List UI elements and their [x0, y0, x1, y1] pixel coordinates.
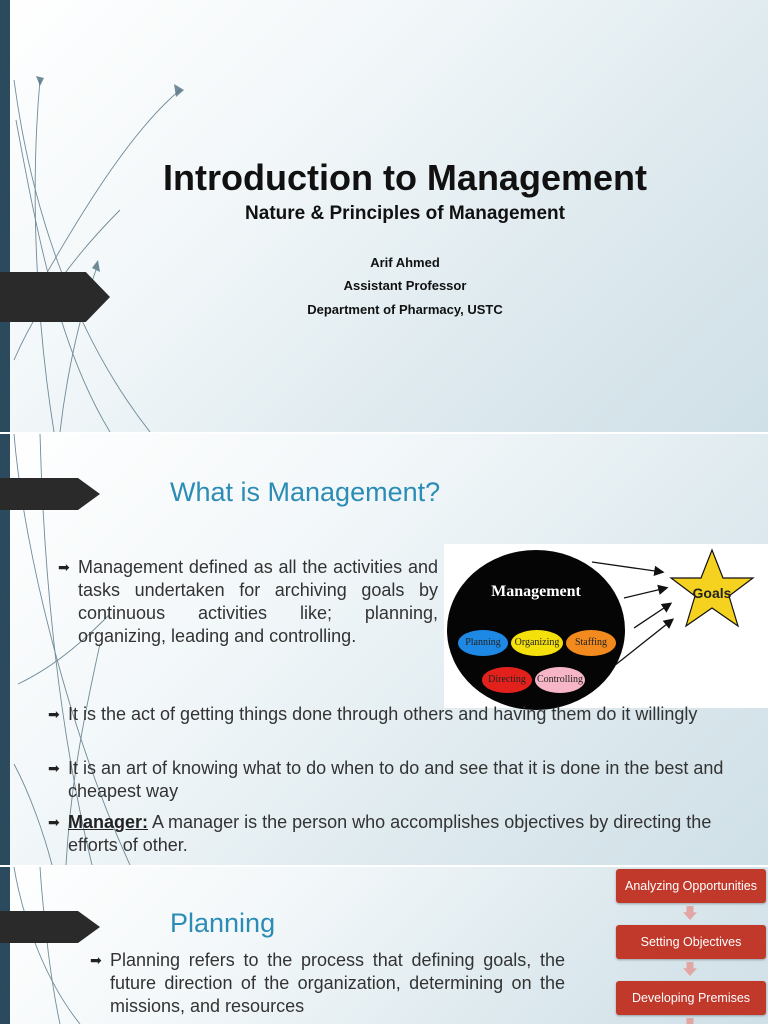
left-accent-bar — [0, 0, 10, 432]
left-accent-bar — [0, 867, 10, 1024]
arrow-bullet-icon: ➡ — [48, 760, 60, 776]
author-name: Arif Ahmed — [370, 255, 440, 270]
presentation-title: Introduction to Management — [163, 157, 647, 198]
arrow-tab-shape — [0, 478, 100, 510]
arrow-tab-shape — [0, 911, 100, 943]
staffing-pill: Staffing — [566, 630, 616, 656]
arrow-bullet-icon: ➡ — [48, 814, 60, 830]
flow-step-analyzing-opportunities: Analyzing Opportunities — [616, 869, 766, 903]
bullet-item — [48, 811, 738, 857]
controlling-pill: Controlling — [535, 667, 585, 693]
slide-title: What is Management? — [170, 477, 441, 507]
goals-label: Goals — [692, 585, 732, 601]
bullet-item — [90, 949, 565, 1018]
arrow-bullet-icon: ➡ — [58, 559, 70, 575]
management-label: Management — [491, 583, 581, 600]
bullet-item — [48, 757, 738, 803]
bullet-text: It is an art of knowing what to do when to do and see that it is done in the best and cheapest way — [68, 758, 724, 801]
goals-star-graphic — [562, 546, 768, 676]
author-department: Department of Pharmacy, USTC — [307, 302, 503, 317]
arrow-bullet-icon: ➡ — [90, 952, 102, 968]
bullet-text: It is the act of getting things done through others and having them do it willingly — [68, 704, 698, 724]
presentation-subtitle: Nature & Principles of Management — [245, 203, 565, 224]
title-slide — [0, 0, 768, 432]
organizing-pill: Organizing — [511, 630, 563, 656]
bullet-item — [48, 703, 738, 726]
planning-pill: Planning — [458, 630, 508, 656]
flow-step-setting-objectives: Setting Objectives — [616, 925, 766, 959]
manager-term: Manager: — [68, 812, 149, 832]
flow-step-developing-premises: Developing Premises — [616, 981, 766, 1015]
bullet-item — [58, 556, 438, 648]
directing-pill: Directing — [482, 667, 532, 693]
author-role: Assistant Professor — [343, 278, 467, 293]
arrow-bullet-icon: ➡ — [48, 706, 60, 722]
manager-definition: A manager is the person who accomplishes objectives by directing the efforts of other. — [68, 812, 712, 855]
bullet-text: Management defined as all the activities and tasks undertaken for archiving goals by continuous activities like; planning, organizing, leading and controlling. — [78, 557, 438, 646]
slide-title: Planning — [170, 908, 276, 938]
bullet-text: Planning refers to the process that defining goals, the future direction of the organization, determining on the missions, and resources — [110, 950, 565, 1016]
